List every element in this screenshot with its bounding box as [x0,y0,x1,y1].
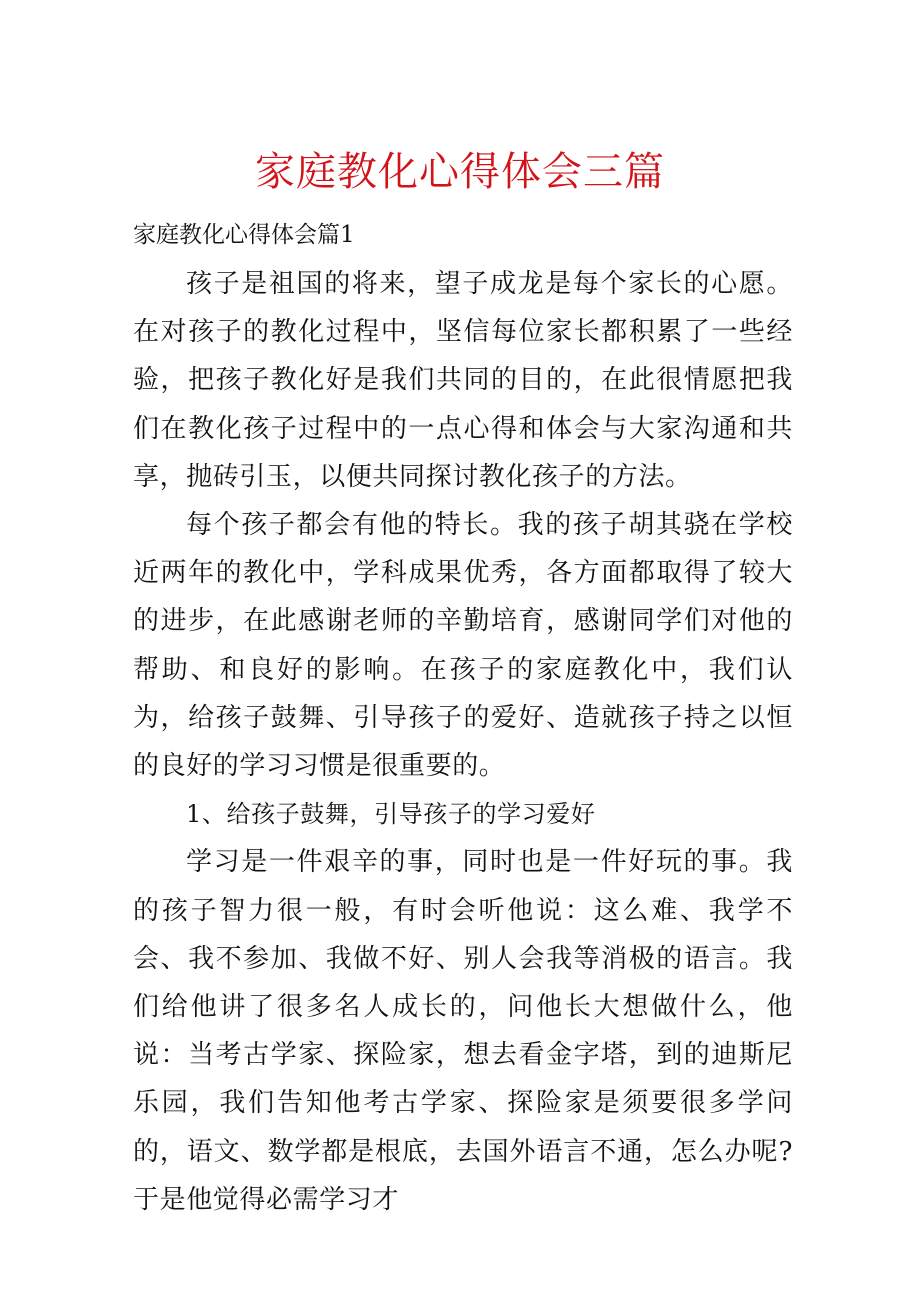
paragraph-3: 学习是一件艰辛的事，同时也是一件好玩的事。我的孩子智力很一般，有时会听他说：这么难、我学不会、我不参加、我做不好、别人会我等消极的语言。我们给他讲了很多名人成长的，问他长大想做什么，他说：当考古学家、探险家，想去看金字塔，到的迪斯尼乐园，我们告知他考古学家、探险家是须要很多学问的，语文、数学都是根底，去国外语言不通，怎么办呢?于是他觉得必需学习才 [133,847,793,1215]
document-title: 家庭教化心得体会三篇 [255,149,665,195]
paragraph-2: 每个孩子都会有他的特长。我的孩子胡其骁在学校近两年的教化中，学科成果优秀，各方面都取得了较大的进步，在此感谢老师的辛勤培育，感谢同学们对他的帮助、和良好的影响。在孩子的家庭教化中，我们认为，给孩子鼓舞、引导孩子的爱好、造就孩子持之以恒的良好的学习习惯是很重要的。 [133,510,793,782]
paragraph-1: 孩子是祖国的将来，望子成龙是每个家长的心愿。在对孩子的教化过程中，坚信每位家长都积累了一些经验，把孩子教化好是我们共同的目的，在此很情愿把我们在教化孩子过程中的一点心得和体会与大家沟通和共享，抛砖引玉，以便共同探讨教化孩子的方法。 [133,269,793,492]
document-body [133,260,793,1224]
section-subtitle: 家庭教化心得体会篇1 [133,222,355,248]
section-heading: 1、给孩子鼓舞，引导孩子的学习爱好 [186,800,596,829]
